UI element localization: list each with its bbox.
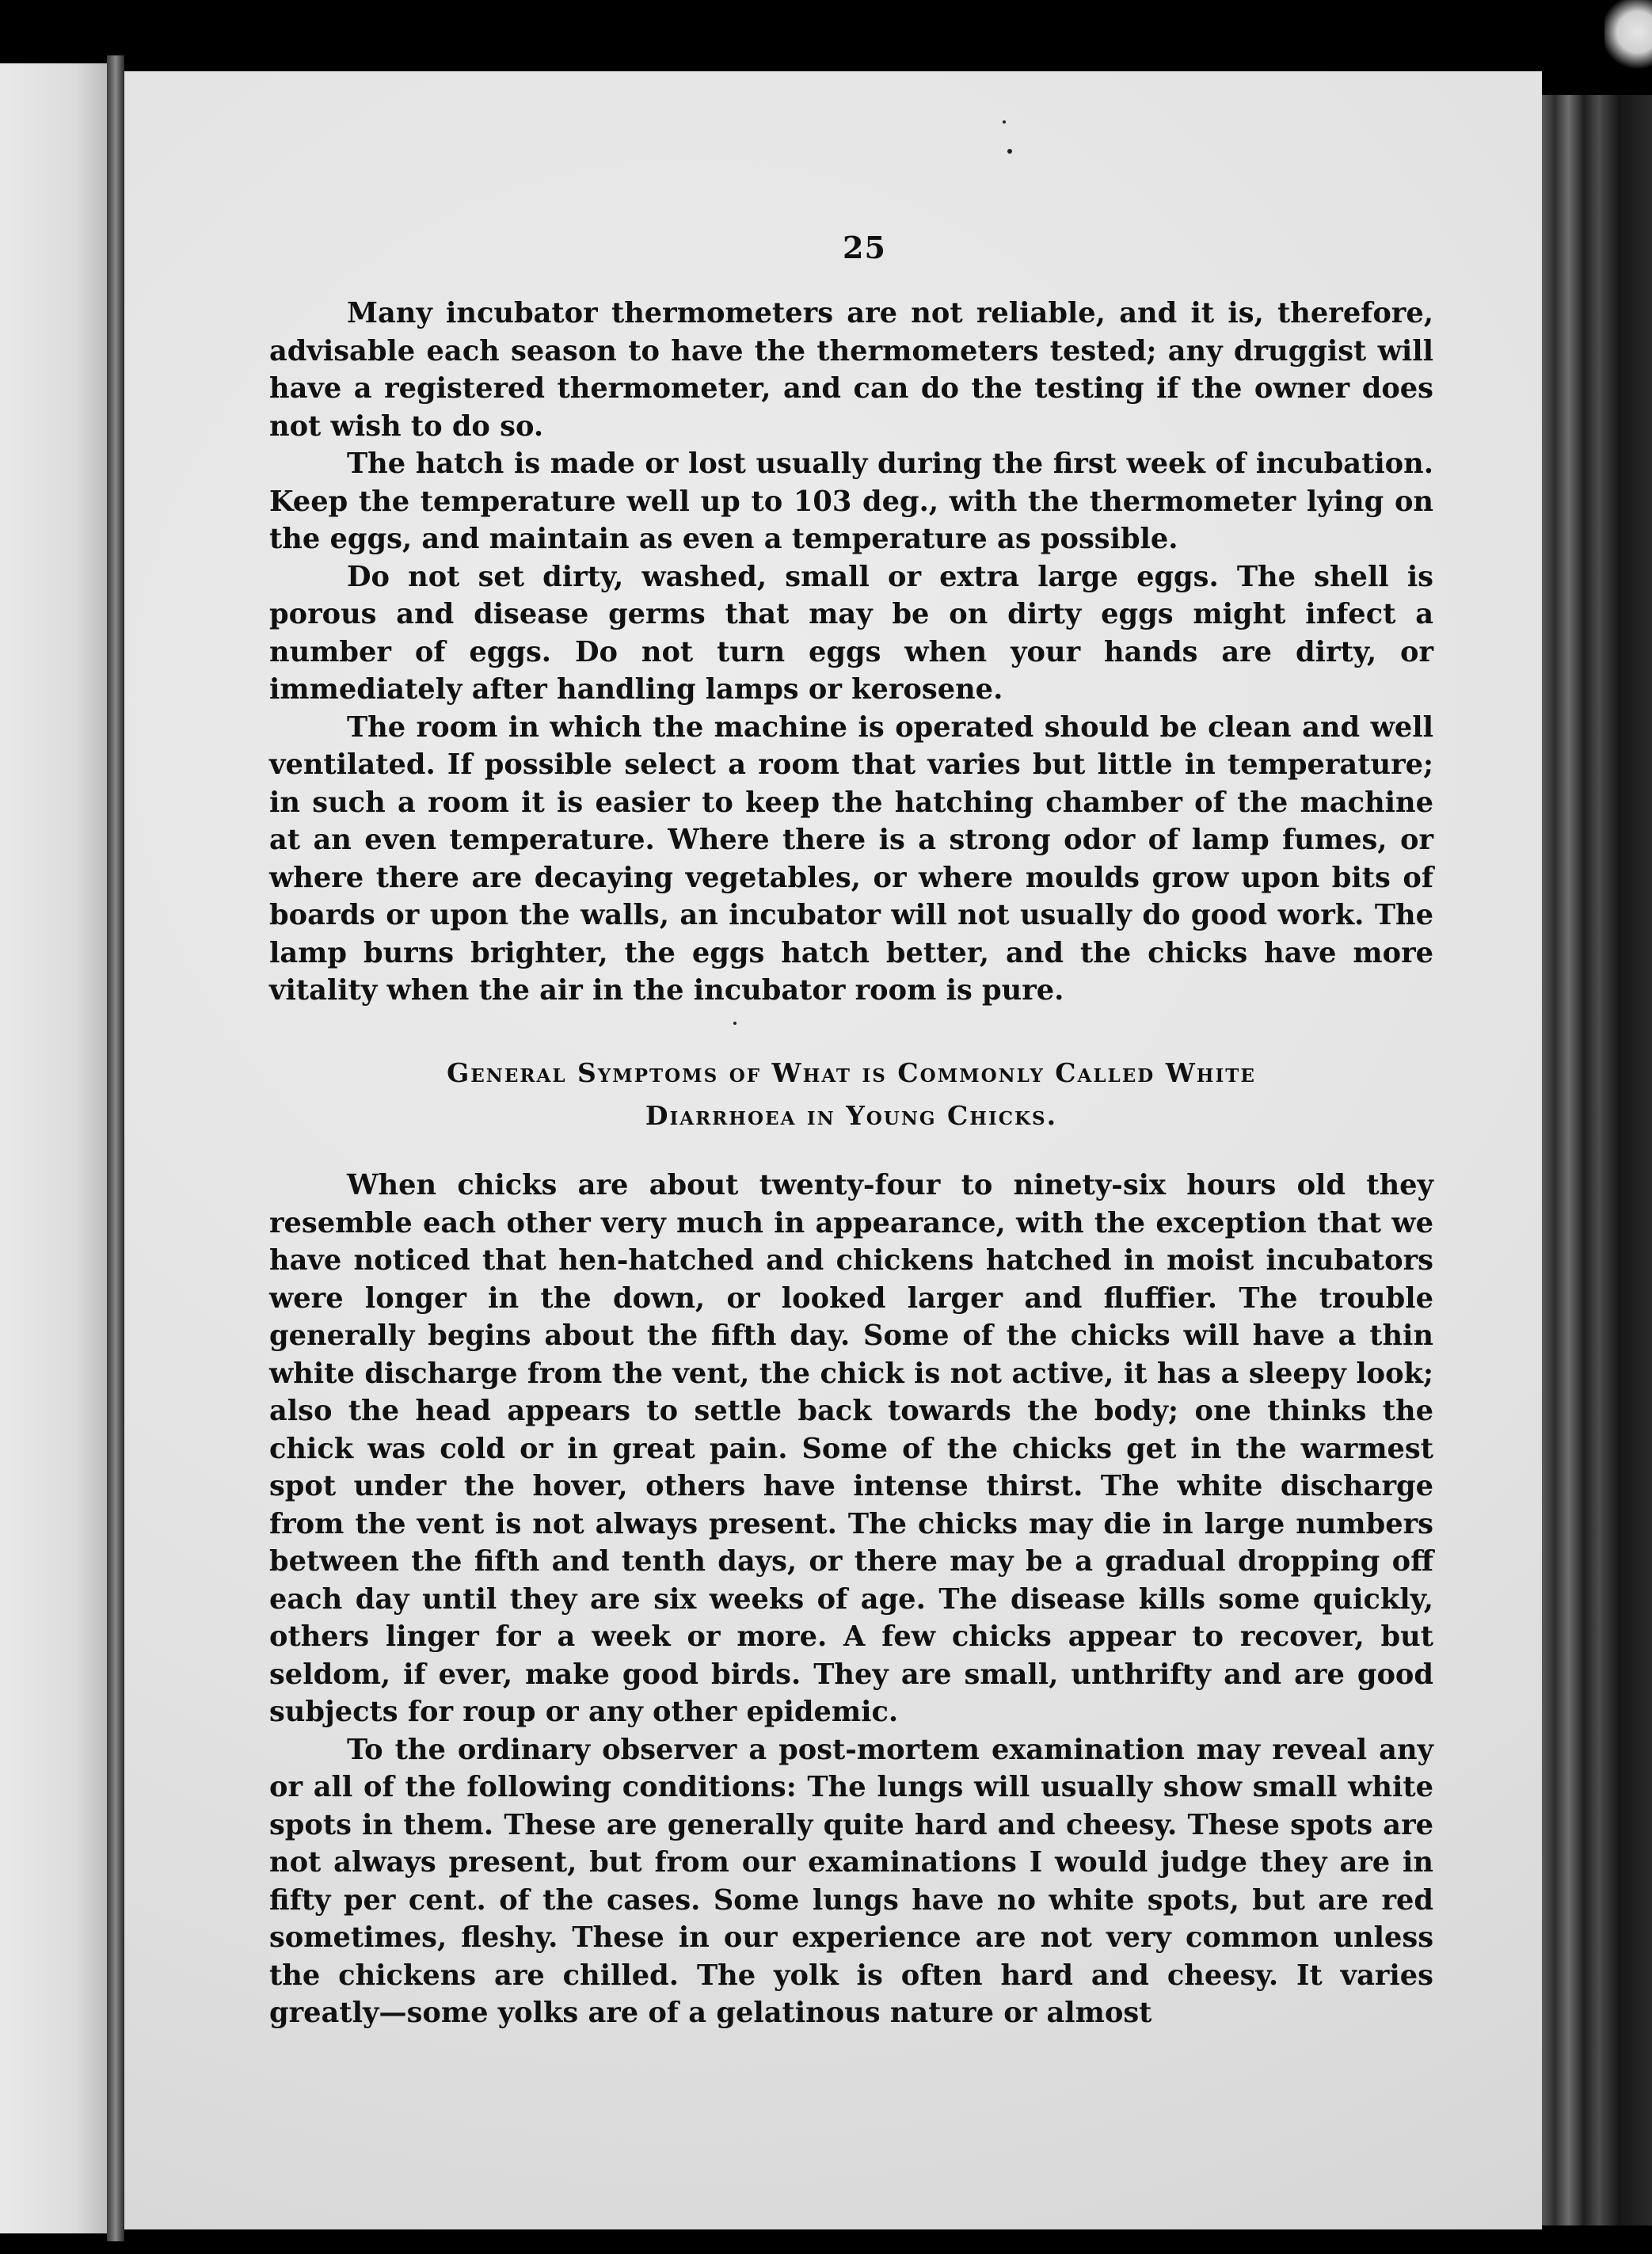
ink-speck	[733, 1022, 737, 1025]
page-number: 25	[843, 230, 886, 265]
paragraph: The room in which the machine is operated should be clean and well ventilated. If possible select a room that varies but little in temperature; in such a room it is easier to keep the hatching chamber of the machine at an even temperature. Where there is a strong odor of lamp fumes, or where there are decaying vegetables, or where moulds grow upon bits of boards or upon the walls, an incubator will not usually do good work. The lamp burns brighter, the eggs hatch better, and the chicks have more vitality when the air in the incubator room is pure.	[269, 710, 1433, 1007]
body-text-section-1	[269, 295, 1433, 1010]
ink-speck	[1007, 149, 1012, 154]
body-text-section-2	[269, 1167, 1433, 2032]
paragraph: Many incubator thermometers are not reliable, and it is, therefore, advisable each season to have the thermometers tested; any druggist will have a registered thermometer, and can do the testing if the owner does not wish to do so.	[269, 297, 1433, 443]
heading-line-1: General Symptoms of What is Commonly Called White	[447, 1057, 1256, 1088]
ink-speck	[1003, 120, 1006, 124]
book-gutter	[107, 55, 124, 2241]
paragraph: To the ordinary observer a post-mortem examination may reveal any or all of the following conditions: The lungs will usually show small white spots in them. These are generally quite hard and cheesy. These spots are not always present, but from our examinations I would judge they are in fifty per cent. of the cases. Some lungs have no white spots, but are red sometimes, fleshy. These in our experience are not very common unless the chickens are chilled. The yolk is often hard and cheesy. It varies greatly—some yolks are of a gelatinous nature or almost	[269, 1733, 1433, 2029]
paragraph: Do not set dirty, washed, small or extra large eggs. The shell is porous and disease germs that may be on dirty eggs might infect a number of eggs. Do not turn eggs when your hands are dirty, or immediately after handling lamps or kerosene.	[269, 560, 1433, 706]
paragraph: The hatch is made or lost usually during the first week of incubation. Keep the temperature well up to 103 deg., with the thermometer lying on the eggs, and maintain as even a temperature as possible.	[269, 447, 1433, 555]
facing-page-edge	[0, 63, 107, 2233]
page-stack-edge	[1542, 95, 1652, 2225]
section-heading	[269, 1052, 1433, 1137]
heading-line-2: Diarrhoea in Young Chicks.	[645, 1100, 1058, 1131]
corner-scrap	[1604, 0, 1652, 71]
paragraph: When chicks are about twenty-four to ninety-six hours old they resemble each other very much in appearance, with the exception that we have noticed that hen-hatched and chickens hatched in moist incubators were longer in the down, or looked larger and fluffier. The trouble generally begins about the fifth day. Some of the chicks will have a thin white discharge from the vent, the chick is not active, it has a sleepy look; also the head appears to settle back towards the body; one thinks the chick was cold or in great pain. Some of the chicks get in the warmest spot under the hover, others have intense thirst. The white discharge from the vent is not always present. The chicks may die in large numbers between the fifth and tenth days, or there may be a gradual dropping off each day until they are six weeks of age. The disease kills some quickly, others linger for a week or more. A few chicks appear to recover, but seldom, if ever, make good birds. They are small, unthrifty and are good subjects for roup or any other epidemic.	[269, 1169, 1433, 1728]
